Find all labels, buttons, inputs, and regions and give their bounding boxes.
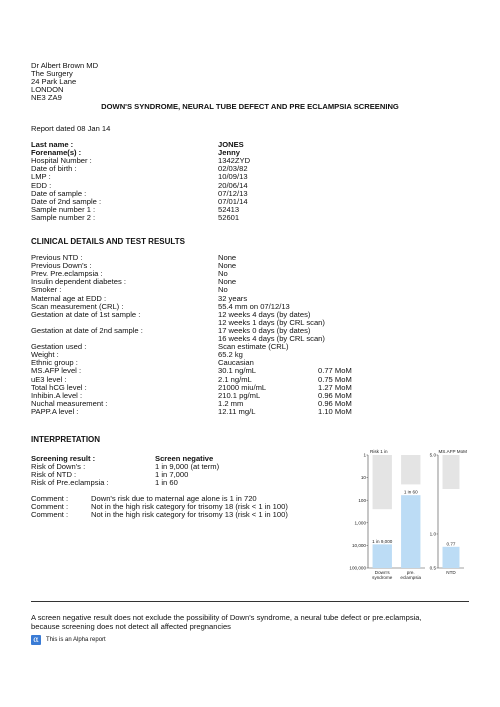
field-label: LMP : <box>31 172 51 182</box>
risk-bar-label: 1 in 60 <box>403 489 418 495</box>
mom-value: 0.75 MoM <box>318 374 352 384</box>
afp-bar <box>443 547 460 568</box>
mom-value: 1.10 MoM <box>318 406 352 416</box>
field-value: No <box>218 285 228 295</box>
risk-bar <box>401 495 420 568</box>
comment-label: Comment : <box>31 510 69 520</box>
risk-y-tick-label: 100 <box>358 497 366 503</box>
field-value: JONES <box>218 140 244 149</box>
field-value: None <box>218 261 237 271</box>
field-value: 07/01/14 <box>218 196 248 206</box>
risk-y-tick-label: 1,000 <box>354 520 366 526</box>
clinical-heading: CLINICAL DETAILS AND TEST RESULTS <box>31 237 185 246</box>
risk-charts <box>338 447 473 587</box>
field-label: Date of sample : <box>31 188 87 198</box>
risk-y-tick-label: 10 <box>360 475 366 481</box>
risk-category-label: eclampsia <box>400 575 422 581</box>
address-line: Dr Albert Brown MD <box>31 61 99 70</box>
field-value: 16 weeks 4 days (by CRL scan) <box>218 334 325 343</box>
field-label: Sample number 1 : <box>31 204 96 214</box>
risk-bar-label: 1 in 9,000 <box>372 538 393 544</box>
field-value: 10/09/13 <box>218 172 248 182</box>
risk-high-band <box>401 455 420 484</box>
report-date: Report dated 08 Jan 14 <box>31 124 111 133</box>
field-value: 1 in 7,000 <box>155 470 189 480</box>
risk-category-label: syndrome <box>372 575 393 581</box>
field-label: MS.AFP level : <box>31 366 82 376</box>
field-value: 1.2 mm <box>218 398 244 408</box>
afp-bar-label: 0.77 <box>446 541 456 547</box>
risk-high-band <box>373 455 392 509</box>
risk-category-label: pre. <box>406 570 415 575</box>
risk-y-tick-label: 100,000 <box>349 565 366 571</box>
field-value: Caucasian <box>218 358 254 368</box>
field-value: 1 in 60 <box>155 478 178 488</box>
field-label: Weight : <box>31 350 59 360</box>
disclaimer-line-2: because screening does not detect all affected pregnancies <box>31 622 231 631</box>
field-value: None <box>218 253 237 262</box>
field-value: 52413 <box>218 204 240 214</box>
field-label: Maternal age at EDD : <box>31 293 107 303</box>
risk-category-label: Down's <box>374 570 390 575</box>
field-label: Gestation used : <box>31 342 87 352</box>
field-label: Insulin dependent diabetes : <box>31 277 126 287</box>
field-value: 12.11 mg/L <box>218 406 256 416</box>
field-value: 1 in 9,000 (at term) <box>155 462 220 472</box>
field-value: 30.1 ng/mL <box>218 366 256 376</box>
field-label: uE3 level : <box>31 374 67 384</box>
afp-y-tick-label: 5.0 <box>429 452 436 458</box>
alpha-report-note: This is an Alpha report <box>46 637 106 643</box>
field-label: Date of birth : <box>31 164 77 174</box>
field-value: 2.1 ng/mL <box>218 374 252 384</box>
field-label: Previous Down's : <box>31 261 92 271</box>
field-label: Inhibin.A level : <box>31 390 83 400</box>
field-label: Risk of Down's : <box>31 462 86 472</box>
address-line: NE3 ZA9 <box>31 93 62 102</box>
field-value: 55.4 mm on 07/12/13 <box>218 301 290 311</box>
field-value: Jenny <box>218 148 240 158</box>
field-label: Nuchal measurement : <box>31 398 108 408</box>
field-value: 07/12/13 <box>218 188 248 198</box>
field-label: Gestation at date of 1st sample : <box>31 309 141 319</box>
field-value: 12 weeks 4 days (by dates) <box>218 309 311 319</box>
footer-divider <box>31 601 469 602</box>
field-value: Scan estimate (CRL) <box>218 342 289 352</box>
field-value: Screen negative <box>155 454 214 463</box>
field-label: Sample number 2 : <box>31 212 96 222</box>
afp-y-tick-label: 0.5 <box>429 565 436 571</box>
field-label: Total hCG level : <box>31 382 87 392</box>
afp-high-band <box>443 455 460 489</box>
field-value: None <box>218 277 237 287</box>
address-line: 24 Park Lane <box>31 77 77 86</box>
field-value: 1342ZYD <box>218 156 251 166</box>
risk-y-tick-label: 1 <box>363 452 366 458</box>
address-line: LONDON <box>31 85 64 94</box>
mom-value: 1.27 MoM <box>318 382 352 392</box>
report-title: DOWN'S SYNDROME, NEURAL TUBE DEFECT AND PRE ECLAMPSIA SCREENING <box>101 102 399 111</box>
risk-y-tick-label: 10,000 <box>351 543 366 548</box>
field-label: Ethnic group : <box>31 358 78 368</box>
field-value: 12 weeks 1 days (by CRL scan) <box>218 317 325 327</box>
field-value: 02/03/82 <box>218 164 248 174</box>
field-label: Screening result : <box>31 454 96 463</box>
field-value: 21000 miu/mL <box>218 382 267 392</box>
afp-y-tick-label: 1.0 <box>429 531 436 537</box>
address-line: The Surgery <box>31 69 73 78</box>
field-value: 52601 <box>218 212 240 222</box>
risk-chart <box>338 447 473 587</box>
interpretation-heading: INTERPRETATION <box>31 435 101 444</box>
field-label: PAPP.A level : <box>31 406 79 416</box>
mom-value: 0.96 MoM <box>318 390 352 400</box>
field-value: 20/06/14 <box>218 180 248 190</box>
field-label: Last name : <box>31 140 74 149</box>
field-value: 65.2 kg <box>218 350 243 360</box>
field-label: Smoker : <box>31 285 62 295</box>
field-label: Gestation at date of 2nd sample : <box>31 325 143 335</box>
field-label: Risk of Pre.eclampsia : <box>31 478 109 488</box>
field-value: 210.1 pg/mL <box>218 390 261 400</box>
comment-text: Not in the high risk category for trisomy 13 (risk < 1 in 100) <box>91 510 288 520</box>
field-value: 32 years <box>218 293 248 303</box>
field-value: No <box>218 269 228 279</box>
field-label: Previous NTD : <box>31 253 83 262</box>
comment-text: Not in the high risk category for trisomy 18 (risk < 1 in 100) <box>91 502 288 512</box>
alpha-logo-icon: α <box>31 635 41 645</box>
comment-label: Comment : <box>31 494 69 503</box>
mom-value: 0.77 MoM <box>318 366 352 376</box>
comment-text: Down's risk due to maternal age alone is 1 in 720 <box>91 494 257 503</box>
field-label: Prev. Pre.eclampsia : <box>31 269 103 279</box>
mom-value: 0.96 MoM <box>318 398 352 408</box>
field-label: Scan measurement (CRL) : <box>31 301 124 311</box>
field-label: EDD : <box>31 180 52 190</box>
risk-chart-title: Risk 1 in <box>370 449 388 454</box>
field-label: Hospital Number : <box>31 156 92 166</box>
risk-bar <box>373 544 392 568</box>
field-value: 17 weeks 0 days (by dates) <box>218 325 311 335</box>
afp-category-label: NTD <box>446 570 456 575</box>
field-label: Date of 2nd sample : <box>31 196 102 206</box>
comment-label: Comment : <box>31 502 69 512</box>
field-label: Risk of NTD : <box>31 470 77 480</box>
afp-chart-title: MS.AFP MoM <box>438 449 467 454</box>
field-label: Forename(s) : <box>31 148 82 158</box>
disclaimer-line-1: A screen negative result does not exclude the possibility of Down's syndrome, a neural tube defect or pre.eclampsia, <box>31 613 422 622</box>
